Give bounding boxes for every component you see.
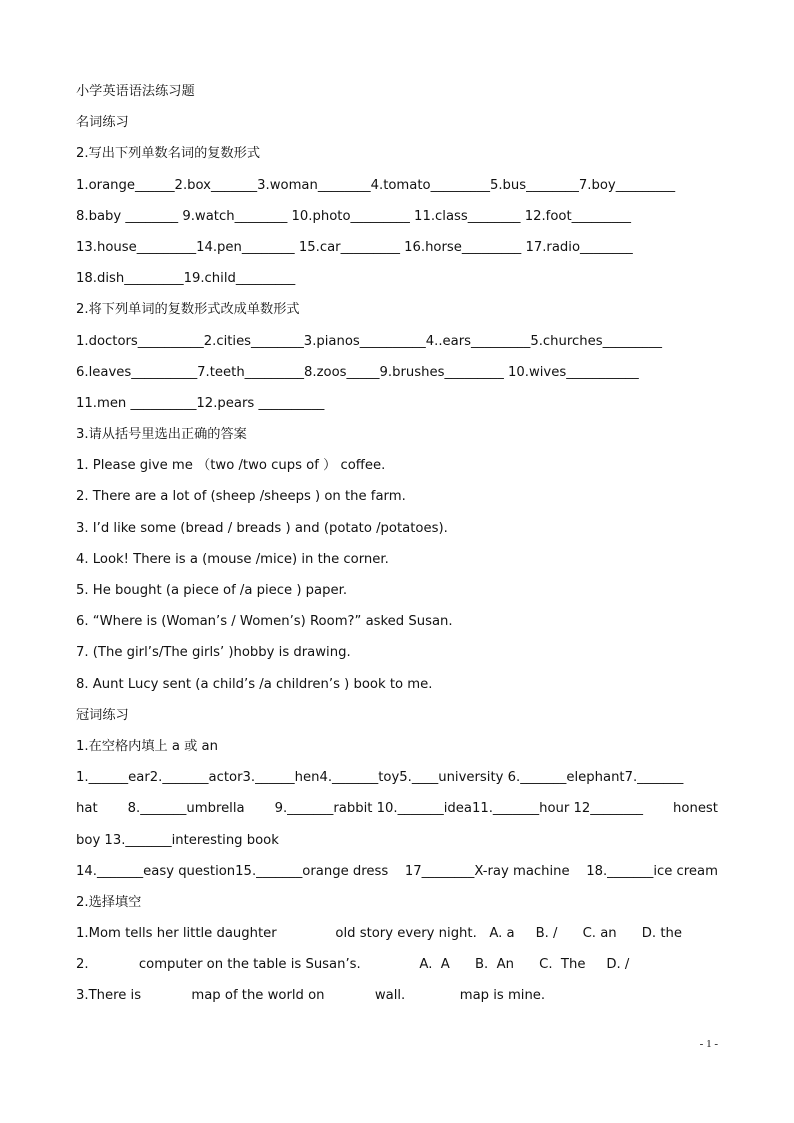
text-segment: boy 13._______interesting book: [76, 832, 279, 848]
text-line: 7. (The girl’s/The girls’ )hobby is drawing.: [76, 645, 351, 661]
text-line: [76, 793, 718, 824]
text-line: 8.baby ________ 9.watch________ 10.photo_________ 11.class________ 12.foot_________: [76, 208, 631, 224]
text-segment: honest: [673, 801, 718, 817]
text-line: 2.将下列单词的复数形式改成单数形式: [76, 302, 300, 318]
text-line: 2.写出下列单数名词的复数形式: [76, 146, 261, 162]
document-body: [76, 76, 718, 1012]
document-title: 小学英语语法练习题: [76, 84, 195, 99]
text-segment: 18._______ice cream: [586, 863, 718, 879]
article-exercise-lines: [76, 762, 718, 887]
text-line: 18.dish_________19.child_________: [76, 271, 296, 287]
text-line: 名词练习: [76, 115, 129, 131]
text-line: 6. “Where is (Woman’s / Women’s) Room?” asked Susan.: [76, 614, 453, 630]
text-segment: 14._______easy question15._______orange dress: [76, 863, 389, 879]
text-line: 1. Please give me （two /two cups of ） coffee.: [76, 458, 386, 474]
text-segment: 8._______umbrella: [127, 801, 245, 817]
text-line: 4. Look! There is a (mouse /mice) in the corner.: [76, 551, 389, 567]
exercise-lines: [76, 107, 718, 762]
text-segment: 17________X-ray machine: [404, 863, 570, 879]
text-line: 2. computer on the table is Susan’s. A. A B. An C. The D. /: [76, 957, 630, 973]
text-line: 11.men __________12.pears __________: [76, 395, 325, 411]
text-line: 3. I’d like some (bread / breads ) and (potato /potatoes).: [76, 520, 448, 536]
text-segment: 1.______ear2._______actor3.______hen4._______toy5.____university 6._______elephant7._______: [76, 770, 684, 786]
text-line: 3.There is map of the world on wall. map is mine.: [76, 988, 546, 1004]
text-line: [76, 856, 718, 887]
text-line: 1.在空格内填上 a 或 an: [76, 738, 218, 754]
text-line: 5. He bought (a piece of /a piece ) paper.: [76, 583, 348, 598]
text-line: [76, 825, 718, 856]
text-line: 1.doctors__________2.cities________3.pianos__________4..ears_________5.churches_________: [76, 333, 662, 349]
text-line: 3.请从括号里选出正确的答案: [76, 427, 247, 443]
text-segment: 9._______rabbit 10._______idea11._______hour 12________: [274, 801, 644, 817]
text-segment: hat: [76, 801, 98, 817]
text-line: 13.house_________14.pen________ 15.car_________ 16.horse_________ 17.radio________: [76, 239, 633, 255]
text-line: 2.选择填空: [76, 894, 142, 910]
section-heading: 冠词练习: [76, 707, 129, 723]
text-line: 8. Aunt Lucy sent (a child’s /a children’s ) book to me.: [76, 676, 433, 692]
text-line: 1.orange______2.box_______3.woman________4.tomato_________5.bus________7.boy_________: [76, 177, 676, 193]
text-line: 6.leaves__________7.teeth_________8.zoos_____9.brushes_________ 10.wives___________: [76, 364, 639, 380]
page-number: - 1 -: [699, 1038, 718, 1050]
text-line: [76, 762, 718, 793]
text-line: 2. There are a lot of (sheep /sheeps ) on the farm.: [76, 489, 406, 505]
choice-exercise-lines: [76, 887, 718, 1012]
text-line: 1.Mom tells her little daughter old story every night. A. a B. / C. an D. the: [76, 926, 682, 942]
